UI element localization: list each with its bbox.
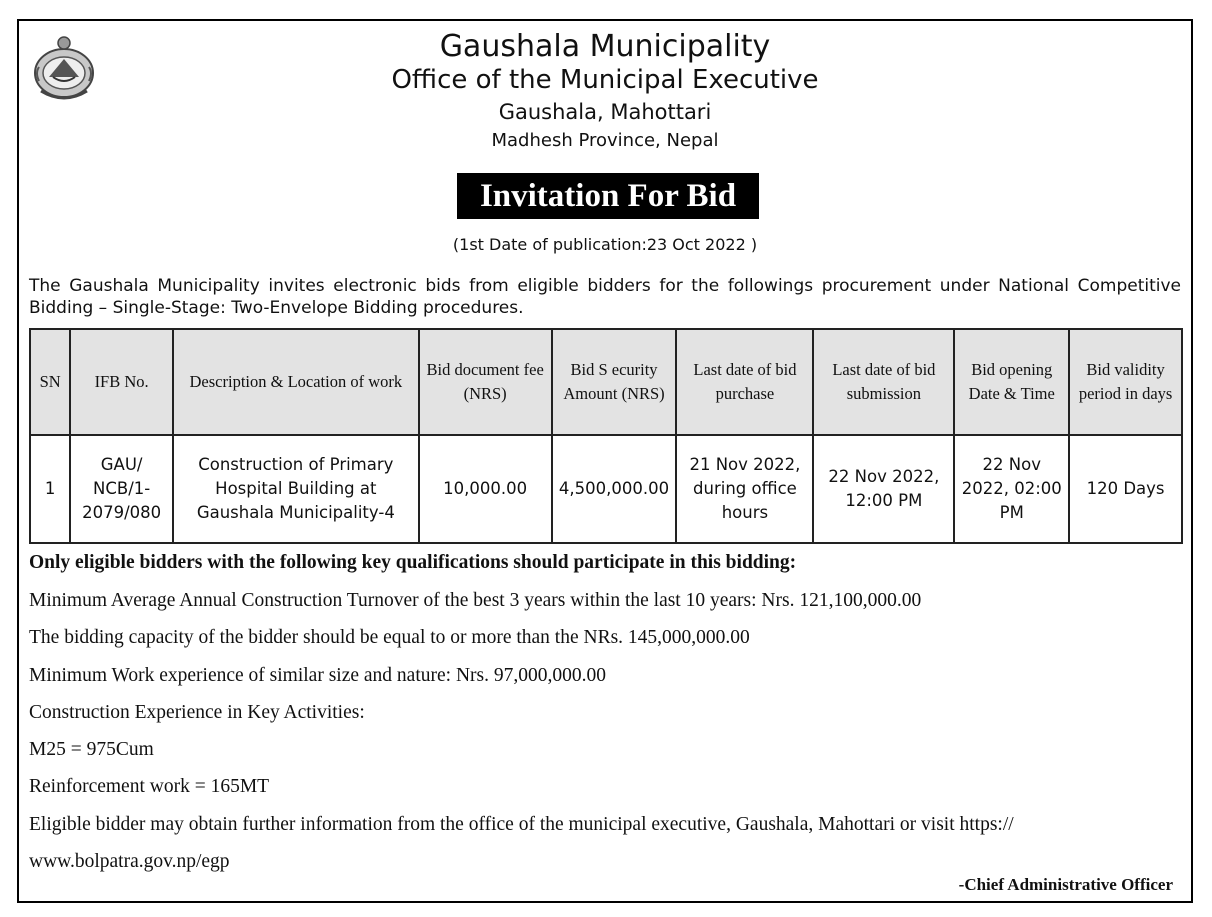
column-header: IFB No.	[70, 329, 173, 435]
column-header: Bid S ecurity Amount (NRS)	[552, 329, 677, 435]
column-header: Bid opening Date & Time	[954, 329, 1069, 435]
qualification-bid-capacity: The bidding capacity of the bidder should be equal to or more than the NRs. 145,000,000.00	[29, 627, 750, 649]
column-header: Bid validity period in days	[1069, 329, 1182, 435]
cell-opening-date: 22 Nov 2022, 02:00 PM	[954, 435, 1069, 543]
publication-date: (1st Date of publication:23 Oct 2022 )	[452, 235, 758, 254]
table-header-row	[30, 329, 1182, 435]
qualification-turnover: Minimum Average Annual Construction Turnover of the best 3 years within the last 10 years: Nrs. 121,100,000.00	[29, 590, 922, 611]
cell-submission-date: 22 Nov 2022, 12:00 PM	[813, 435, 954, 543]
column-header: Description & Location of work	[173, 329, 419, 435]
cell-ifb-no: GAU/ NCB/1- 2079/080	[70, 435, 173, 543]
cell-purchase-date: 21 Nov 2022, during office hours	[676, 435, 813, 543]
signature: -Chief Administrative Officer	[958, 875, 1173, 894]
column-header: SN	[30, 329, 70, 435]
intro-paragraph: The Gaushala Municipality invites electronic bids from eligible bidders for the followings procurement under National Competitive Bidding – Single-Stage: Two-Envelope Bidding procedures.	[29, 276, 1181, 318]
further-info-text: Eligible bidder may obtain further information from the office of the municipal executive, Gaushala, Mahottari or visit https://	[29, 813, 1014, 835]
cell-doc-fee: 10,000.00	[419, 435, 552, 543]
office-name: Office of the Municipal Executive	[391, 65, 819, 95]
column-header: Last date of bid submission	[813, 329, 954, 435]
qualification-m25: M25 = 975Cum	[29, 739, 154, 761]
cell-validity: 120 Days	[1069, 435, 1182, 543]
notice-title: Invitation For Bid	[457, 173, 759, 219]
qualification-key-activities: Construction Experience in Key Activities:	[29, 701, 365, 723]
qualification-reinforcement: Reinforcement work = 165MT	[29, 776, 270, 798]
egp-url: www.bolpatra.gov.np/egp	[29, 851, 230, 873]
notice-page	[17, 19, 1193, 903]
letterhead	[19, 29, 1191, 153]
qualification-work-experience: Minimum Work experience of similar size and nature: Nrs. 97,000,000.00	[29, 664, 606, 686]
office-location: Gaushala, Mahottari	[498, 100, 712, 124]
qualifications-heading: Only eligible bidders with the following key qualifications should participate in this bidding:	[29, 552, 797, 573]
municipality-name: Gaushala Municipality	[439, 29, 771, 64]
column-header: Last date of bid purchase	[676, 329, 813, 435]
cell-description: Construction of Primary Hospital Building at Gaushala Municipality-4	[173, 435, 419, 543]
table-row	[30, 435, 1182, 543]
column-header: Bid document fee (NRS)	[419, 329, 552, 435]
province-name: Madhesh Province, Nepal	[491, 130, 719, 151]
cell-security: 4,500,000.00	[552, 435, 677, 543]
bid-table	[29, 328, 1183, 544]
cell-sn: 1	[30, 435, 70, 543]
qualifications-list	[29, 588, 1181, 886]
